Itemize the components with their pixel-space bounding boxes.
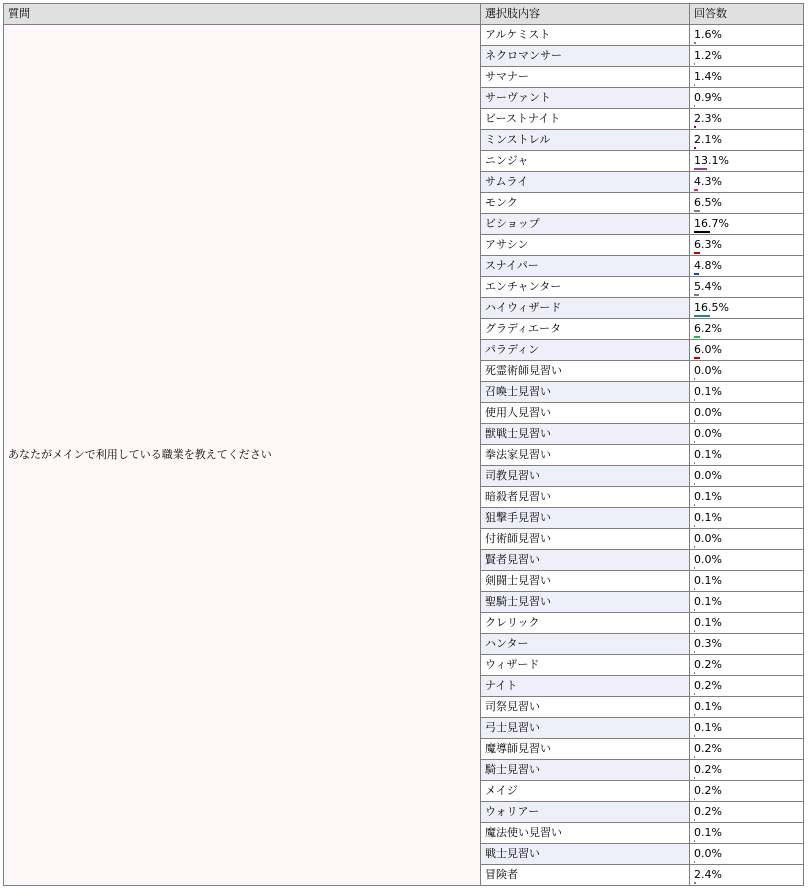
option-label: サマナー [481, 67, 690, 88]
percent-bar [694, 714, 695, 716]
percent-bar [694, 147, 696, 149]
percent-cell [690, 865, 804, 886]
percent-cell [690, 319, 804, 340]
percent-cell [690, 424, 804, 445]
percent-bar [694, 231, 710, 233]
header-question: 質問 [4, 4, 481, 25]
option-label: 死霊術師見習い [481, 361, 690, 382]
percent-value: 0.2% [694, 658, 722, 671]
percent-bar [694, 756, 695, 758]
percent-value: 0.0% [694, 847, 722, 860]
percent-value: 6.3% [694, 238, 722, 251]
option-label: 暗殺者見習い [481, 487, 690, 508]
option-label: ウィザード [481, 655, 690, 676]
option-label: ミンストレル [481, 130, 690, 151]
option-label: ネクロマンサー [481, 46, 690, 67]
percent-cell [690, 445, 804, 466]
option-label: メイジ [481, 781, 690, 802]
option-label: ナイト [481, 676, 690, 697]
percent-value: 0.2% [694, 784, 722, 797]
percent-cell [690, 214, 804, 235]
percent-cell [690, 193, 804, 214]
percent-value: 16.5% [694, 301, 729, 314]
percent-cell [690, 697, 804, 718]
percent-bar [694, 546, 695, 548]
percent-cell [690, 529, 804, 550]
option-label: モンク [481, 193, 690, 214]
percent-value: 0.1% [694, 490, 722, 503]
percent-value: 0.1% [694, 826, 722, 839]
percent-bar [694, 609, 695, 611]
option-label: 魔導師見習い [481, 739, 690, 760]
option-label: クレリック [481, 613, 690, 634]
option-label: 召喚士見習い [481, 382, 690, 403]
percent-cell [690, 67, 804, 88]
option-label: グラディエータ [481, 319, 690, 340]
percent-value: 0.9% [694, 91, 722, 104]
percent-bar [694, 252, 700, 254]
percent-cell [690, 781, 804, 802]
question-text: あなたがメインで利用している職業を教えてください [4, 25, 481, 886]
percent-bar [694, 651, 695, 653]
option-label: 戦士見習い [481, 844, 690, 865]
percent-bar [694, 84, 695, 86]
percent-bar [694, 168, 707, 170]
percent-bar [694, 504, 695, 506]
percent-value: 0.2% [694, 742, 722, 755]
option-label: 剣闘士見習い [481, 571, 690, 592]
percent-cell [690, 382, 804, 403]
percent-value: 1.4% [694, 70, 722, 83]
percent-bar [694, 693, 695, 695]
percent-cell [690, 340, 804, 361]
percent-value: 5.4% [694, 280, 722, 293]
percent-bar [694, 525, 695, 527]
percent-value: 6.2% [694, 322, 722, 335]
percent-value: 2.1% [694, 133, 722, 146]
percent-cell [690, 613, 804, 634]
option-label: 司祭見習い [481, 697, 690, 718]
option-label: 魔法使い見習い [481, 823, 690, 844]
percent-cell [690, 802, 804, 823]
percent-cell [690, 403, 804, 424]
option-label: アサシン [481, 235, 690, 256]
percent-bar [694, 294, 699, 296]
percent-value: 2.4% [694, 868, 722, 881]
option-label: ビーストナイト [481, 109, 690, 130]
percent-value: 0.0% [694, 427, 722, 440]
percent-cell [690, 172, 804, 193]
option-label: スナイパー [481, 256, 690, 277]
percent-value: 0.2% [694, 763, 722, 776]
option-label: 賢者見習い [481, 550, 690, 571]
header-count: 回答数 [690, 4, 804, 25]
percent-cell [690, 550, 804, 571]
option-label: 弓士見習い [481, 718, 690, 739]
percent-cell [690, 361, 804, 382]
percent-cell [690, 130, 804, 151]
percent-bar [694, 420, 695, 422]
option-label: 獣戦士見習い [481, 424, 690, 445]
percent-value: 0.0% [694, 532, 722, 545]
percent-cell [690, 739, 804, 760]
percent-cell [690, 256, 804, 277]
percent-cell [690, 109, 804, 130]
percent-cell [690, 46, 804, 67]
percent-value: 0.0% [694, 406, 722, 419]
percent-bar [694, 378, 695, 380]
option-label: アルケミスト [481, 25, 690, 46]
percent-value: 0.1% [694, 574, 722, 587]
option-label: 狙撃手見習い [481, 508, 690, 529]
option-label: 拳法家見習い [481, 445, 690, 466]
percent-bar [694, 105, 695, 107]
percent-bar [694, 63, 695, 65]
percent-value: 1.2% [694, 49, 722, 62]
header-option: 選択肢内容 [481, 4, 690, 25]
option-label: エンチャンター [481, 277, 690, 298]
option-label: ウォリアー [481, 802, 690, 823]
percent-cell [690, 634, 804, 655]
percent-cell [690, 592, 804, 613]
option-label: 使用人見習い [481, 403, 690, 424]
table-row [4, 25, 804, 46]
percent-value: 2.3% [694, 112, 722, 125]
percent-bar [694, 210, 700, 212]
percent-value: 0.1% [694, 595, 722, 608]
percent-bar [694, 315, 710, 317]
percent-cell [690, 676, 804, 697]
percent-bar [694, 273, 699, 275]
percent-cell [690, 235, 804, 256]
option-label: ニンジャ [481, 151, 690, 172]
percent-value: 0.0% [694, 553, 722, 566]
percent-cell [690, 844, 804, 865]
percent-cell [690, 151, 804, 172]
option-label: ハイウィザード [481, 298, 690, 319]
survey-results-table [3, 3, 804, 886]
percent-cell [690, 88, 804, 109]
percent-bar [694, 42, 696, 44]
percent-bar [694, 630, 695, 632]
percent-value: 0.1% [694, 448, 722, 461]
percent-value: 0.2% [694, 805, 722, 818]
percent-cell [690, 508, 804, 529]
percent-bar [694, 567, 695, 569]
option-label: 騎士見習い [481, 760, 690, 781]
percent-bar [694, 588, 695, 590]
option-label: 付術師見習い [481, 529, 690, 550]
percent-value: 0.1% [694, 700, 722, 713]
percent-value: 13.1% [694, 154, 729, 167]
percent-value: 4.3% [694, 175, 722, 188]
option-label: ハンター [481, 634, 690, 655]
header-row [4, 4, 804, 25]
percent-cell [690, 760, 804, 781]
percent-bar [694, 126, 696, 128]
percent-value: 0.1% [694, 385, 722, 398]
option-label: 冒険者 [481, 865, 690, 886]
percent-cell [690, 466, 804, 487]
percent-value: 16.7% [694, 217, 729, 230]
percent-cell [690, 718, 804, 739]
percent-bar [694, 399, 695, 401]
percent-value: 0.0% [694, 364, 722, 377]
percent-bar [694, 882, 696, 884]
percent-bar [694, 735, 695, 737]
percent-bar [694, 189, 698, 191]
percent-cell [690, 823, 804, 844]
option-label: パラディン [481, 340, 690, 361]
percent-value: 0.1% [694, 511, 722, 524]
option-label: 聖騎士見習い [481, 592, 690, 613]
percent-value: 0.2% [694, 679, 722, 692]
table-body [4, 25, 804, 886]
percent-bar [694, 357, 700, 359]
percent-cell [690, 25, 804, 46]
percent-value: 0.0% [694, 469, 722, 482]
percent-bar [694, 861, 695, 863]
percent-bar [694, 777, 695, 779]
percent-value: 6.5% [694, 196, 722, 209]
percent-bar [694, 819, 695, 821]
option-label: サーヴァント [481, 88, 690, 109]
option-label: 司教見習い [481, 466, 690, 487]
percent-bar [694, 840, 695, 842]
percent-bar [694, 462, 695, 464]
percent-value: 0.1% [694, 616, 722, 629]
option-label: サムライ [481, 172, 690, 193]
percent-cell [690, 487, 804, 508]
percent-value: 1.6% [694, 28, 722, 41]
percent-value: 6.0% [694, 343, 722, 356]
percent-bar [694, 483, 695, 485]
percent-bar [694, 336, 700, 338]
percent-bar [694, 441, 695, 443]
percent-cell [690, 571, 804, 592]
percent-cell [690, 655, 804, 676]
percent-bar [694, 798, 695, 800]
percent-cell [690, 298, 804, 319]
percent-bar [694, 672, 695, 674]
percent-value: 4.8% [694, 259, 722, 272]
percent-value: 0.3% [694, 637, 722, 650]
percent-value: 0.1% [694, 721, 722, 734]
option-label: ビショップ [481, 214, 690, 235]
percent-cell [690, 277, 804, 298]
